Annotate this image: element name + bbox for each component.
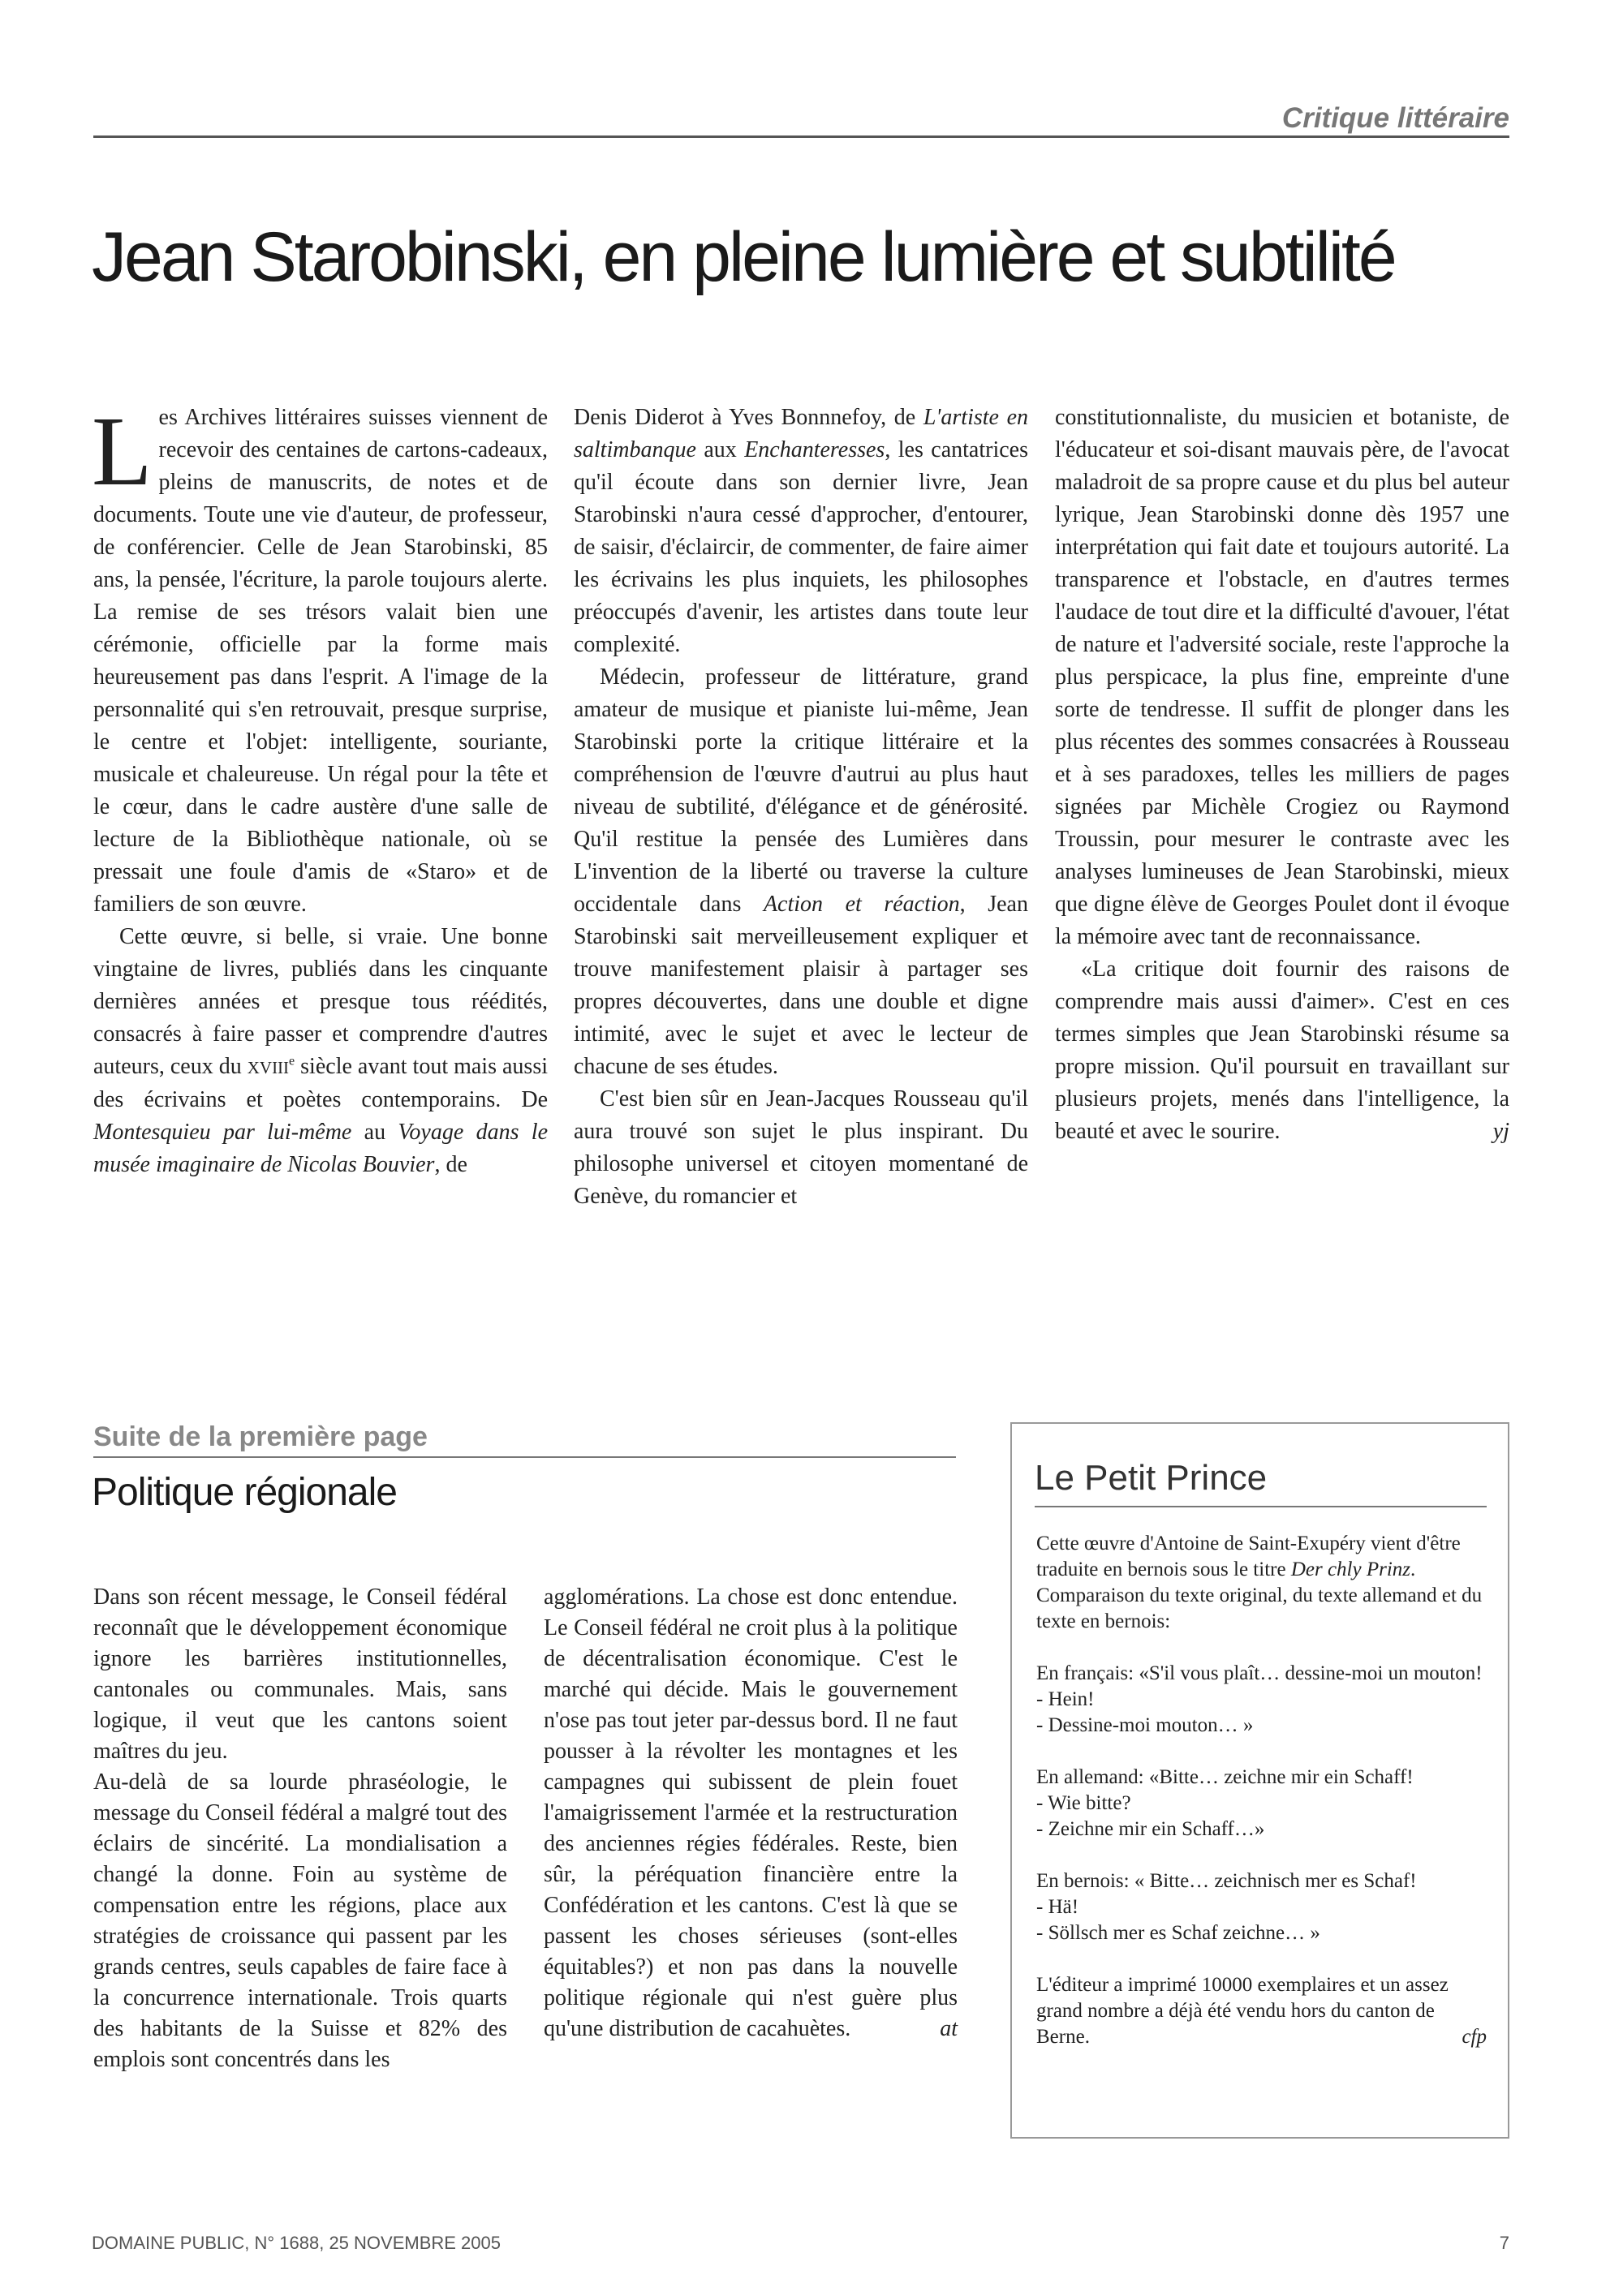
century-numeral: XVIII	[247, 1058, 290, 1077]
sidebar-rule	[1035, 1506, 1487, 1507]
text-run: , de	[434, 1152, 467, 1177]
text-run: «La critique doit fournir des raisons de comprendre mais aussi d'aimer». C'est en ces termes simples que Jean Starobinski résume sa propre mission. Qu'il poursuit en travaillant sur plusieurs projets, menés dans l'intelligence, la beauté et avec le sourire.	[1055, 957, 1509, 1144]
continuation-column-2	[544, 1582, 958, 2044]
text-run: aux	[695, 437, 745, 462]
article-paragraph: constitutionnaliste, du musicien et botaniste, de l'éducateur et soi-disant mauvais père, de l'avocat maladroit de sa propre cause et du plus bel auteur lyrique, Jean Starobinski donne dès 1957 une interprétation qui fait date et toujours autorité. La transparence et l'obstacle, en d'autres termes l'audace de tout dire et la difficulté d'avouer, l'état de nature et l'adversité sociale, reste l'approche la plus perspicace, la plus fine, empreinte d'une sorte de tendresse. Il suffit de plonger dans les plus récentes des sommes consacrées à Rousseau et à ses paradoxes, telles les milliers de pages signées par Michèle Crogiez ou Raymond Troussin, pour mesurer le contraste avec les analyses lumineuses de Jean Starobinski, mieux que digne élève de Georges Poulet dont il évoque la mémoire avec tant de reconnaissance.	[1055, 405, 1509, 949]
continuation-headline: Politique régionale	[92, 1471, 397, 1514]
article-paragraph	[574, 402, 1028, 661]
quote-line: En français: «S'il vous plaît… dessine-moi un mouton!	[1036, 1662, 1483, 1684]
article-column-1	[92, 397, 548, 1181]
sidebar-box	[1010, 1422, 1509, 2139]
book-title: Voyage dans le musée imaginaire de Nicolas Bouvier	[93, 1120, 548, 1177]
text-run: Denis Diderot à Yves Bonnnefoy, de	[574, 405, 923, 430]
text-run: , Jean Starobinski sait merveilleusement expliquer et trouve manifestement plaisir à partager ses propres découvertes, dans une double et digne intimité, avec le sujet et avec le lecteur de chacune de ses études.	[574, 892, 1028, 1079]
article-paragraph	[574, 661, 1028, 1083]
text-run: agglomérations. La chose est donc entendue. Le Conseil fédéral ne croit plus à la politique de décentralisation économique. C'est le marché qui décide. Mais le gouvernement n'ose pas tout jeter par-dessus bord. Il ne faut pousser à la révolter les montagnes et les campagnes qui subissent de plein fouet l'amaigrissement l'armée et la restructuration des anciennes régies fédérales. Reste, bien sûr, la péréquation financière entre la Confédération et les cantons. C'est là que se passent les choses sérieuses (sont-elles équitables?) et non pas dans la nouvelle politique régionale qui n'est guère plus qu'une distribution de cacahuètes.	[544, 1584, 958, 2041]
author-signature: at	[940, 2016, 958, 2041]
book-title: Der chly Prinz	[1290, 1559, 1411, 1580]
quote-bernese	[1036, 1868, 1487, 1946]
quote-german	[1036, 1765, 1487, 1842]
book-title: Montesquieu par lui-même	[93, 1120, 352, 1145]
sidebar-intro	[1036, 1531, 1487, 1635]
text-run: . Comparaison du texte original, du texte allemand et du texte en bernois:	[1036, 1559, 1483, 1632]
author-signature: yj	[1492, 1119, 1509, 1144]
text-run: Médecin, professeur de littérature, grand amateur de musique et pianiste lui-même, Jean Starobinski porte la critique littéraire et la compréhension de l'œuvre d'autrui au plus haut niveau de subtilité, d'élégance et de générosité. Qu'il restitue la pensée des Lumières dans L'invention de la liberté ou traverse la culture occidentale dans	[574, 664, 1028, 917]
sidebar-body	[1036, 1531, 1487, 2076]
sidebar-title: Le Petit Prince	[1035, 1458, 1268, 1498]
article-paragraph: Dans son récent message, le Conseil fédéral reconnaît que le développement économique ignore les barrières institutionnelles, cantonales ou communales. Mais, sans logique, il veut que les cantons soient maîtres du jeu.	[93, 1584, 507, 1764]
quote-line: En allemand: «Bitte… zeichne mir ein Schaff!	[1036, 1766, 1414, 1788]
article-paragraph: C'est bien sûr en Jean-Jacques Rousseau qu'il aura trouvé son sujet le plus inspirant. Du philosophe universel et citoyen momentané de Genève, du romancier et	[574, 1086, 1028, 1209]
text-run: au	[351, 1120, 398, 1145]
book-title: Action et réaction	[763, 892, 960, 917]
author-signature: cfp	[1462, 2026, 1487, 2048]
continuation-kicker: Suite de la première page	[93, 1421, 428, 1452]
footer-page-number: 7	[1499, 2233, 1509, 2253]
header-rule	[93, 135, 1509, 138]
text-run: Cette œuvre, si belle, si vraie. Une bonne vingtaine de livres, publiés dans les cinquante dernières années et presque tous réédités, consacrés à faire passer et comprendre d'autres auteurs, ceux du	[93, 924, 548, 1079]
text-run: L'éditeur a imprimé 10000 exemplaires et un assez grand nombre a déjà été vendu hors du canton de Berne.	[1036, 1974, 1449, 2048]
quote-line: - Wie bitte?	[1036, 1792, 1131, 1814]
article-paragraph	[544, 1582, 958, 2044]
article-paragraph	[93, 921, 548, 1181]
quote-line: - Zeichne mir ein Schaff…»	[1036, 1818, 1265, 1840]
article-column-2	[574, 402, 1028, 1213]
text-run: siècle avant tout mais aussi des écrivains et poètes contemporains. De	[93, 1054, 548, 1112]
quote-french	[1036, 1661, 1487, 1739]
continuation-column-1	[93, 1582, 507, 2075]
quote-line: En bernois: « Bitte… zeichnisch mer es Schaf!	[1036, 1870, 1417, 1892]
book-title: L'artiste en saltimbanque	[574, 405, 1029, 462]
text-run: Cette œuvre d'Antoine de Saint-Exupéry vient d'être traduite en bernois sous le titre	[1036, 1533, 1461, 1580]
book-title: Enchanteresses	[744, 437, 885, 462]
article-headline: Jean Starobinski, en pleine lumière et subtilité	[92, 218, 1395, 296]
footer-publication: DOMAINE PUBLIC, N° 1688, 25 NOVEMBRE 2005	[92, 2233, 501, 2253]
section-label: Critique littéraire	[1281, 102, 1509, 134]
century-superscript: e	[289, 1054, 295, 1068]
quote-line: - Söllsch mer es Schaf zeichne… »	[1036, 1922, 1320, 1944]
article-paragraph: Au-delà de sa lourde phraséologie, le message du Conseil fédéral a malgré tout des éclairs de sincérité. La mondialisation a changé la donne. Foin au système de compensation entre les régions, place aux stratégies de croissance qui passent par les grands centres, seuls capables de faire face à la concurrence internationale. Trois quarts des habitants de la Suisse et 82% des emplois sont concentrés dans les	[93, 1769, 507, 2072]
article-paragraph	[92, 397, 548, 921]
paragraph-text: es Archives littéraires suisses viennent de recevoir des centaines de cartons-cadeaux, pleins de manuscrits, de notes et de documents. Toute une vie d'auteur, de professeur, de conférencier. Celle de Jean Starobinski, 85 ans, la pensée, l'écriture, la parole toujours alerte. La remise de ses trésors valait bien une cérémonie, officielle par la forme mais heureusement pas dans l'esprit. A l'image de la personnalité qui s'en retrouvait, presque surprise, le centre et l'objet: intelligente, souriante, musicale et chaleureuse. Un régal pour la tête et le cœur, dans le cadre austère d'une salle de lecture de la Bibliothèque nationale, où se pressait une foule d'amis de «Staro» et de familiers de son œuvre.	[93, 405, 548, 917]
drop-cap: L	[92, 397, 153, 506]
text-run: , les cantatrices qu'il écoute dans son dernier livre, Jean Starobinski n'aura cessé d'approcher, d'entourer, de saisir, d'éclaircir, de commenter, de faire aimer les écrivains les plus inquiets, les philosophes préoccupés d'avenir, les artistes dans toute leur complexité.	[574, 437, 1028, 657]
quote-line: - Hein!	[1036, 1688, 1095, 1710]
quote-line: - Dessine-moi mouton… »	[1036, 1714, 1254, 1736]
article-paragraph	[1055, 953, 1509, 1148]
article-column-3	[1055, 402, 1509, 1148]
sidebar-closing	[1036, 1972, 1487, 2050]
continuation-rule	[93, 1456, 956, 1458]
quote-line: - Hä!	[1036, 1896, 1079, 1918]
